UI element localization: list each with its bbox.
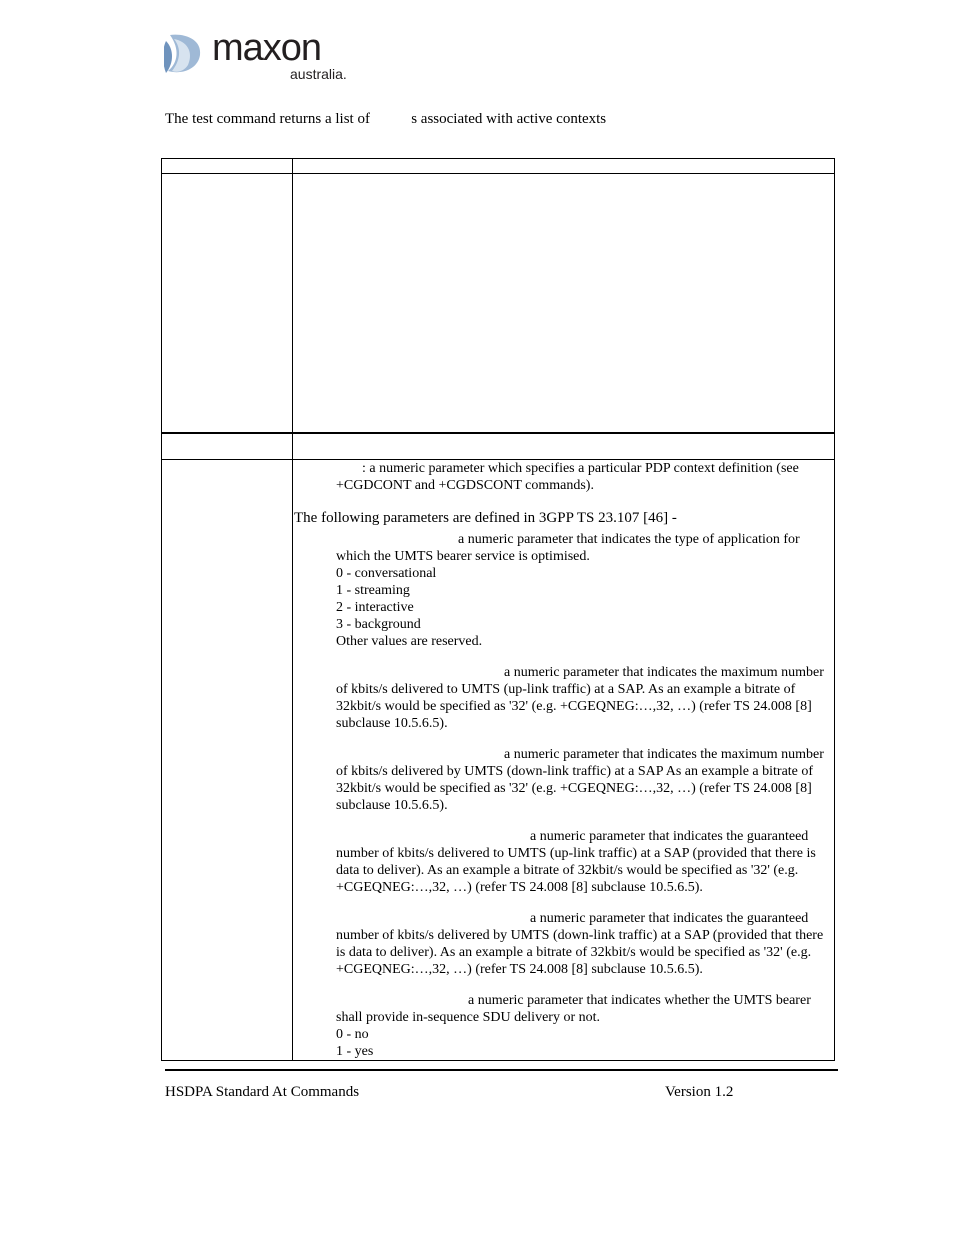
param-cid-text: : a numeric parameter which specifies a particular PDP context definition (see +CGDCONT and +CGDSCONT commands). bbox=[336, 461, 799, 493]
traffic-class-option: 0 - conversational bbox=[336, 566, 437, 581]
param-max-bitrate-dl bbox=[294, 746, 832, 814]
table-bottom-border bbox=[161, 1060, 835, 1061]
maxon-logo bbox=[164, 27, 364, 85]
command-table bbox=[161, 158, 835, 1061]
max-bitrate-ul-desc: a numeric parameter that indicates the maximum number of kbits/s delivered to UMTS (up-link traffic) at a SAP. As an example a bitrate of 32kbit/s would be specified as '32' (e.g. +CGEQNEG:…,32, …) (refer TS 24.008 [8] subclause 10.5.6.5). bbox=[336, 665, 824, 731]
param-traffic-class bbox=[294, 531, 832, 650]
param-guaranteed-bitrate-dl bbox=[294, 910, 832, 978]
param-max-bitrate-ul bbox=[294, 664, 832, 732]
delivery-order-option: 1 - yes bbox=[336, 1044, 374, 1059]
traffic-class-option: Other values are reserved. bbox=[336, 634, 483, 649]
brand-subtitle: australia. bbox=[290, 66, 347, 82]
traffic-class-option: 2 - interactive bbox=[336, 600, 414, 615]
param-guaranteed-bitrate-ul bbox=[294, 828, 832, 896]
delivery-order-desc: a numeric parameter that indicates whether the UMTS bearer shall provide in-sequence SDU delivery or not. bbox=[336, 993, 811, 1025]
table-row-divider bbox=[161, 432, 835, 434]
param-delivery-order bbox=[294, 992, 832, 1060]
parameter-description-cell bbox=[294, 460, 832, 1060]
parameters-heading: The following parameters are defined in 3GPP TS 23.107 [46] - bbox=[294, 510, 677, 526]
intro-sentence bbox=[165, 111, 606, 128]
delivery-order-option: 0 - no bbox=[336, 1027, 369, 1042]
traffic-class-desc: a numeric parameter that indicates the type of application for which the UMTS bearer service is optimised. bbox=[336, 532, 800, 564]
footer-title: HSDPA Standard At Commands bbox=[165, 1084, 360, 1100]
table-row-divider bbox=[161, 173, 835, 174]
table-right-border bbox=[834, 158, 835, 1061]
guaranteed-bitrate-dl-desc: a numeric parameter that indicates the guaranteed number of kbits/s delivered by UMTS (down-link traffic) at a SAP (provided that there is data to deliver). As an example a bitrate of 32kbit/s would be specified as '32' (e.g. +CGEQNEG:…,32, …) (refer TS 24.008 [8] subclause 10.5.6.5). bbox=[336, 911, 824, 977]
table-left-border bbox=[161, 158, 162, 1061]
max-bitrate-dl-desc: a numeric parameter that indicates the maximum number of kbits/s delivered by UMTS (down-link traffic) at a SAP As an example a bitrate of 32kbit/s would be specified as '32' (e.g. +CGEQNEG:…,32, …) (refer TS 24.008 [8] subclause 10.5.6.5). bbox=[336, 747, 824, 813]
table-top-border bbox=[161, 158, 835, 159]
intro-before: The test command returns a list of bbox=[165, 111, 370, 127]
param-cid bbox=[294, 460, 832, 494]
guaranteed-bitrate-ul-desc: a numeric parameter that indicates the guaranteed number of kbits/s delivered to UMTS (up-link traffic) at a SAP (provided that there is data to deliver). As an example a bitrate of 32kbit/s would be specified as '32' (e.g. +CGEQNEG:…,32, …) (refer TS 24.008 [8] subclause 10.5.6.5). bbox=[336, 829, 816, 895]
traffic-class-option: 3 - background bbox=[336, 617, 421, 632]
intro-after: s associated with active contexts bbox=[411, 111, 607, 127]
table-column-divider bbox=[292, 158, 293, 1061]
footer-rule bbox=[165, 1069, 838, 1071]
footer-version: Version 1.2 bbox=[665, 1084, 734, 1100]
brand-name: maxon bbox=[212, 27, 322, 69]
traffic-class-option: 1 - streaming bbox=[336, 583, 410, 598]
maxon-leaf-icon bbox=[164, 33, 204, 75]
